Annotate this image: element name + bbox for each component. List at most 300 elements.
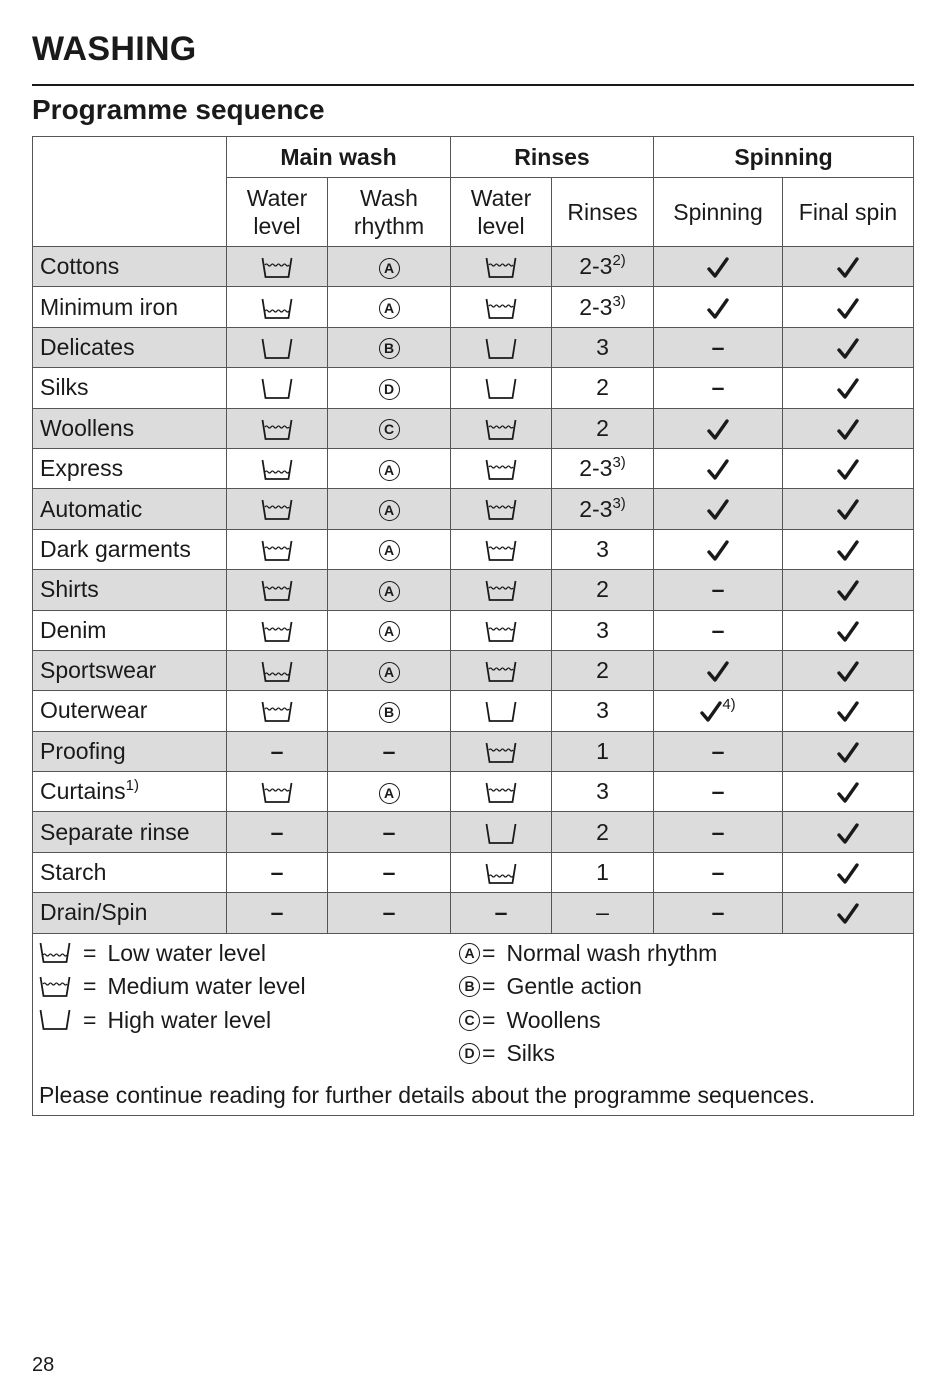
legend-label: Medium water level — [107, 973, 306, 1000]
medium-water-tub-icon — [261, 539, 293, 563]
rinses-cell — [552, 610, 654, 650]
legend-item-rhythm — [459, 1007, 601, 1034]
programme-name-cell — [33, 852, 227, 892]
rinses-cell — [552, 570, 654, 610]
rinses-count: 2 — [596, 414, 609, 441]
programme-name: Starch — [40, 859, 107, 886]
rhythm-letter-icon: C — [459, 1010, 480, 1031]
programme-name: Drain/Spin — [40, 899, 148, 926]
final-spin-cell — [783, 812, 914, 852]
group-header-main-wash: Main wash — [227, 137, 451, 178]
medium-water-tub-icon — [261, 781, 293, 805]
main-wash-level-cell — [227, 408, 328, 448]
high-water-tub-icon — [485, 377, 517, 401]
programme-name: Sportswear — [40, 657, 157, 684]
legend-item-rhythm — [459, 973, 642, 1000]
programme-name: Silks — [40, 374, 89, 401]
check-icon — [700, 701, 722, 723]
dash: – — [711, 737, 725, 764]
final-spin-cell — [783, 287, 914, 327]
check-icon — [707, 459, 729, 481]
rinses-count: 3 — [596, 778, 609, 805]
final-spin-cell — [783, 893, 914, 933]
check-icon — [837, 782, 859, 804]
wash-rhythm-cell — [328, 529, 451, 569]
programme-name-cell — [33, 529, 227, 569]
rhythm-letter-icon: A — [379, 500, 400, 521]
rhythm-letter-icon: B — [379, 338, 400, 359]
legend-item-rhythm — [459, 940, 717, 967]
rinse-level-cell — [451, 368, 552, 408]
medium-water-tub-icon — [485, 297, 517, 321]
programme-name-cell — [33, 731, 227, 771]
wash-rhythm-cell — [328, 852, 451, 892]
main-wash-level-cell — [227, 650, 328, 690]
spinning-cell — [654, 570, 783, 610]
table-row — [33, 852, 914, 892]
spinning-cell — [654, 448, 783, 488]
rinses-cell — [552, 772, 654, 812]
page-title: WASHING — [32, 30, 197, 68]
check-icon — [837, 742, 859, 764]
spinning-cell — [654, 650, 783, 690]
legend-cell — [33, 933, 914, 1115]
table-row — [33, 327, 914, 367]
programme-name: Minimum iron — [40, 293, 179, 320]
rinses-cell — [552, 287, 654, 327]
high-water-tub-icon — [485, 700, 517, 724]
table-row — [33, 570, 914, 610]
legend-label: Woollens — [506, 1006, 601, 1033]
rinses-count: 1 — [596, 859, 609, 886]
equals-sign: = — [83, 939, 97, 966]
spinning-cell — [654, 691, 783, 731]
final-spin-cell — [783, 731, 914, 771]
medium-water-tub-icon — [485, 781, 517, 805]
check-icon — [837, 701, 859, 723]
spinning-cell — [654, 489, 783, 529]
medium-water-tub-icon — [485, 418, 517, 442]
check-icon — [837, 257, 859, 279]
final-spin-cell — [783, 610, 914, 650]
check-icon — [837, 823, 859, 845]
dash: – — [711, 778, 725, 805]
main-wash-level-cell — [227, 327, 328, 367]
footnote-ref: 1) — [125, 777, 139, 795]
programme-name: Denim — [40, 616, 107, 643]
final-spin-cell — [783, 852, 914, 892]
high-water-tub-icon — [485, 337, 517, 361]
wash-rhythm-cell — [328, 368, 451, 408]
dash: – — [711, 616, 725, 643]
dash: – — [382, 859, 396, 886]
medium-water-tub-icon — [261, 498, 293, 522]
medium-water-tub-icon — [485, 458, 517, 482]
rinse-level-cell — [451, 691, 552, 731]
final-spin-cell — [783, 772, 914, 812]
medium-water-tub-icon — [485, 620, 517, 644]
programme-name: Outerwear — [40, 697, 148, 724]
high-water-tub-icon — [261, 377, 293, 401]
programme-name-cell — [33, 570, 227, 610]
rinse-level-cell — [451, 852, 552, 892]
rinses-cell — [552, 327, 654, 367]
main-wash-level-cell — [227, 852, 328, 892]
programme-name-cell — [33, 610, 227, 650]
main-wash-level-cell — [227, 368, 328, 408]
equals-sign: = — [482, 939, 496, 966]
rinses-count: 3 — [596, 616, 609, 643]
main-wash-level-cell — [227, 489, 328, 529]
rinses-count: 2-3 — [579, 253, 613, 280]
rhythm-letter-icon: D — [379, 379, 400, 400]
check-icon — [837, 540, 859, 562]
wash-rhythm-cell — [328, 893, 451, 933]
programme-name: Woollens — [40, 414, 135, 441]
section-title: Programme sequence — [32, 94, 325, 125]
programme-name: Shirts — [40, 576, 99, 603]
equals-sign: = — [482, 1040, 496, 1067]
rinse-level-cell — [451, 893, 552, 933]
low-water-tub-icon — [485, 862, 517, 886]
rinses-count: 3 — [596, 697, 609, 724]
programme-name: Curtains — [40, 778, 126, 805]
medium-water-tub-icon — [261, 256, 293, 280]
rinses-count: 1 — [596, 737, 609, 764]
check-icon — [837, 621, 859, 643]
spinning-cell — [654, 610, 783, 650]
wash-rhythm-cell — [328, 448, 451, 488]
check-icon — [707, 540, 729, 562]
rinses-count: 3 — [596, 535, 609, 562]
check-icon — [837, 661, 859, 683]
table-row — [33, 247, 914, 287]
equals-sign: = — [83, 1006, 97, 1033]
final-spin-cell — [783, 408, 914, 448]
programme-name: Express — [40, 455, 124, 482]
wash-rhythm-cell — [328, 772, 451, 812]
wash-rhythm-cell — [328, 327, 451, 367]
page-number: 28 — [32, 1354, 55, 1376]
wash-rhythm-cell — [328, 408, 451, 448]
legend-item-water — [39, 1007, 271, 1034]
dash: – — [382, 899, 396, 926]
final-spin-cell — [783, 529, 914, 569]
rhythm-letter-icon: B — [459, 976, 480, 997]
rinse-level-cell — [451, 570, 552, 610]
main-wash-level-cell — [227, 731, 328, 771]
spinning-cell — [654, 247, 783, 287]
rinse-level-cell — [451, 812, 552, 852]
table-row — [33, 610, 914, 650]
wash-rhythm-cell — [328, 650, 451, 690]
rinses-cell — [552, 247, 654, 287]
rinse-level-cell — [451, 287, 552, 327]
column-header: Final spin — [783, 178, 914, 247]
main-wash-level-cell — [227, 812, 328, 852]
low-water-tub-icon — [261, 297, 293, 321]
check-icon — [707, 257, 729, 279]
rhythm-letter-icon: A — [379, 258, 400, 279]
table-row — [33, 368, 914, 408]
high-water-tub-icon — [261, 337, 293, 361]
programme-name-cell — [33, 650, 227, 690]
low-water-tub-icon — [261, 660, 293, 684]
dash: – — [270, 899, 284, 926]
main-wash-level-cell — [227, 287, 328, 327]
table-row — [33, 731, 914, 771]
wash-rhythm-cell — [328, 287, 451, 327]
title-divider — [32, 84, 914, 86]
table-row — [33, 650, 914, 690]
programme-name-cell — [33, 691, 227, 731]
legend-label: Normal wash rhythm — [506, 939, 718, 966]
rinse-level-cell — [451, 247, 552, 287]
rinse-level-cell — [451, 610, 552, 650]
main-wash-level-cell — [227, 247, 328, 287]
programme-name-cell — [33, 893, 227, 933]
programme-name-cell — [33, 247, 227, 287]
table-row — [33, 529, 914, 569]
wash-rhythm-cell — [328, 731, 451, 771]
medium-water-tub-icon — [485, 498, 517, 522]
medium-water-tub-icon — [261, 579, 293, 603]
wash-rhythm-cell — [328, 489, 451, 529]
rhythm-letter-icon: A — [379, 540, 400, 561]
dash: – — [711, 899, 725, 926]
check-icon — [837, 903, 859, 925]
programme-name: Dark garments — [40, 535, 191, 562]
column-header: Rinses — [552, 178, 654, 247]
table-row — [33, 893, 914, 933]
legend-item-water — [39, 973, 306, 1000]
programme-name-cell — [33, 287, 227, 327]
rhythm-letter-icon: A — [379, 662, 400, 683]
legend-item-water — [39, 940, 266, 967]
rinses-count: 2 — [596, 818, 609, 845]
dash: – — [711, 333, 725, 360]
rinses-count: – — [596, 899, 609, 926]
table-row — [33, 408, 914, 448]
table-row — [33, 448, 914, 488]
rinse-level-cell — [451, 650, 552, 690]
programme-name-cell — [33, 772, 227, 812]
rhythm-letter-icon: A — [379, 783, 400, 804]
legend-label: High water level — [107, 1006, 272, 1033]
check-icon — [837, 298, 859, 320]
spinning-cell — [654, 327, 783, 367]
medium-water-tub-icon — [485, 741, 517, 765]
rinses-count: 2 — [596, 374, 609, 401]
programme-name-cell — [33, 368, 227, 408]
check-icon — [837, 580, 859, 602]
table-row — [33, 812, 914, 852]
spinning-cell — [654, 287, 783, 327]
programme-name-cell — [33, 327, 227, 367]
medium-water-tub-icon — [39, 975, 71, 999]
check-icon — [837, 419, 859, 441]
rhythm-letter-icon: A — [379, 581, 400, 602]
check-icon — [837, 378, 859, 400]
programme-name-cell — [33, 489, 227, 529]
rhythm-letter-icon: A — [459, 943, 480, 964]
column-header: Wash rhythm — [328, 178, 451, 247]
main-wash-level-cell — [227, 570, 328, 610]
medium-water-tub-icon — [261, 620, 293, 644]
legend-label: Low water level — [107, 939, 266, 966]
rhythm-letter-icon: A — [379, 298, 400, 319]
programme-name: Separate rinse — [40, 818, 190, 845]
programme-name-cell — [33, 448, 227, 488]
rinse-level-cell — [451, 489, 552, 529]
programme-name: Automatic — [40, 495, 143, 522]
programme-name-cell — [33, 812, 227, 852]
final-spin-cell — [783, 650, 914, 690]
check-icon — [707, 499, 729, 521]
high-water-tub-icon — [485, 822, 517, 846]
main-wash-level-cell — [227, 529, 328, 569]
rinses-cell — [552, 691, 654, 731]
dash: – — [270, 737, 284, 764]
legend — [39, 940, 907, 1078]
wash-rhythm-cell — [328, 812, 451, 852]
table-row — [33, 489, 914, 529]
rinses-count: 2 — [596, 576, 609, 603]
main-wash-level-cell — [227, 448, 328, 488]
rhythm-letter-icon: B — [379, 702, 400, 723]
spinning-cell — [654, 852, 783, 892]
equals-sign: = — [482, 1006, 496, 1033]
check-icon — [707, 298, 729, 320]
rinses-cell — [552, 489, 654, 529]
rinse-level-cell — [451, 731, 552, 771]
table-row — [33, 691, 914, 731]
main-wash-level-cell — [227, 610, 328, 650]
final-spin-cell — [783, 489, 914, 529]
medium-water-tub-icon — [261, 418, 293, 442]
rinse-level-cell — [451, 772, 552, 812]
footnote-ref: 3) — [612, 454, 626, 472]
main-wash-level-cell — [227, 893, 328, 933]
footnote-ref: 4) — [722, 696, 736, 714]
rinses-count: 2-3 — [579, 293, 613, 320]
group-header-spinning: Spinning — [654, 137, 914, 178]
programme-name-cell — [33, 408, 227, 448]
medium-water-tub-icon — [485, 539, 517, 563]
dash: – — [382, 818, 396, 845]
wash-rhythm-cell — [328, 247, 451, 287]
spinning-cell — [654, 408, 783, 448]
rinses-cell — [552, 368, 654, 408]
check-icon — [707, 419, 729, 441]
footnote-ref: 3) — [612, 494, 626, 512]
rhythm-letter-icon: A — [379, 460, 400, 481]
programme-name: Proofing — [40, 737, 126, 764]
table-row — [33, 287, 914, 327]
dash: – — [494, 899, 508, 926]
rinses-cell — [552, 650, 654, 690]
wash-rhythm-cell — [328, 691, 451, 731]
medium-water-tub-icon — [485, 256, 517, 280]
spinning-cell — [654, 772, 783, 812]
low-water-tub-icon — [261, 458, 293, 482]
medium-water-tub-icon — [485, 579, 517, 603]
rinses-count: 2-3 — [579, 495, 613, 522]
dash: – — [711, 818, 725, 845]
high-water-tub-icon — [39, 1008, 71, 1032]
rinse-level-cell — [451, 529, 552, 569]
dash: – — [711, 859, 725, 886]
footnote-ref: 2) — [612, 252, 626, 270]
spinning-cell — [654, 529, 783, 569]
dash: – — [270, 859, 284, 886]
medium-water-tub-icon — [261, 700, 293, 724]
programme-sequence-table — [32, 136, 914, 1116]
check-icon — [837, 499, 859, 521]
wash-rhythm-cell — [328, 610, 451, 650]
programme-name: Delicates — [40, 333, 135, 360]
final-spin-cell — [783, 327, 914, 367]
spinning-cell — [654, 368, 783, 408]
column-header: Spinning — [654, 178, 783, 247]
check-icon — [837, 863, 859, 885]
final-spin-cell — [783, 448, 914, 488]
continue-note: Please continue reading for further details about the programme sequences. — [39, 1081, 816, 1108]
final-spin-cell — [783, 368, 914, 408]
programme-name: Cottons — [40, 253, 120, 280]
column-header: Water level — [451, 178, 552, 247]
rinses-cell — [552, 731, 654, 771]
medium-water-tub-icon — [485, 660, 517, 684]
final-spin-cell — [783, 691, 914, 731]
final-spin-cell — [783, 247, 914, 287]
dash: – — [270, 818, 284, 845]
rinses-cell — [552, 408, 654, 448]
main-wash-level-cell — [227, 772, 328, 812]
rhythm-letter-icon: D — [459, 1043, 480, 1064]
equals-sign: = — [83, 973, 97, 1000]
rinses-count: 2-3 — [579, 455, 613, 482]
check-icon — [837, 459, 859, 481]
check-icon — [707, 661, 729, 683]
legend-item-rhythm — [459, 1040, 555, 1067]
rinse-level-cell — [451, 408, 552, 448]
dash: – — [711, 576, 725, 603]
rhythm-letter-icon: C — [379, 419, 400, 440]
rinse-level-cell — [451, 448, 552, 488]
rinses-count: 2 — [596, 657, 609, 684]
rinses-cell — [552, 529, 654, 569]
wash-rhythm-cell — [328, 570, 451, 610]
check-icon — [837, 338, 859, 360]
rinses-cell — [552, 852, 654, 892]
rinses-cell — [552, 448, 654, 488]
table-row — [33, 772, 914, 812]
group-header-rinses: Rinses — [451, 137, 654, 178]
rinses-cell — [552, 893, 654, 933]
low-water-tub-icon — [39, 941, 71, 965]
rinses-cell — [552, 812, 654, 852]
rinses-count: 3 — [596, 333, 609, 360]
footnote-ref: 3) — [612, 292, 626, 310]
equals-sign: = — [482, 973, 496, 1000]
column-header: Water level — [227, 178, 328, 247]
spinning-cell — [654, 731, 783, 771]
spinning-cell — [654, 893, 783, 933]
spinning-cell — [654, 812, 783, 852]
legend-label: Silks — [506, 1040, 555, 1067]
final-spin-cell — [783, 570, 914, 610]
